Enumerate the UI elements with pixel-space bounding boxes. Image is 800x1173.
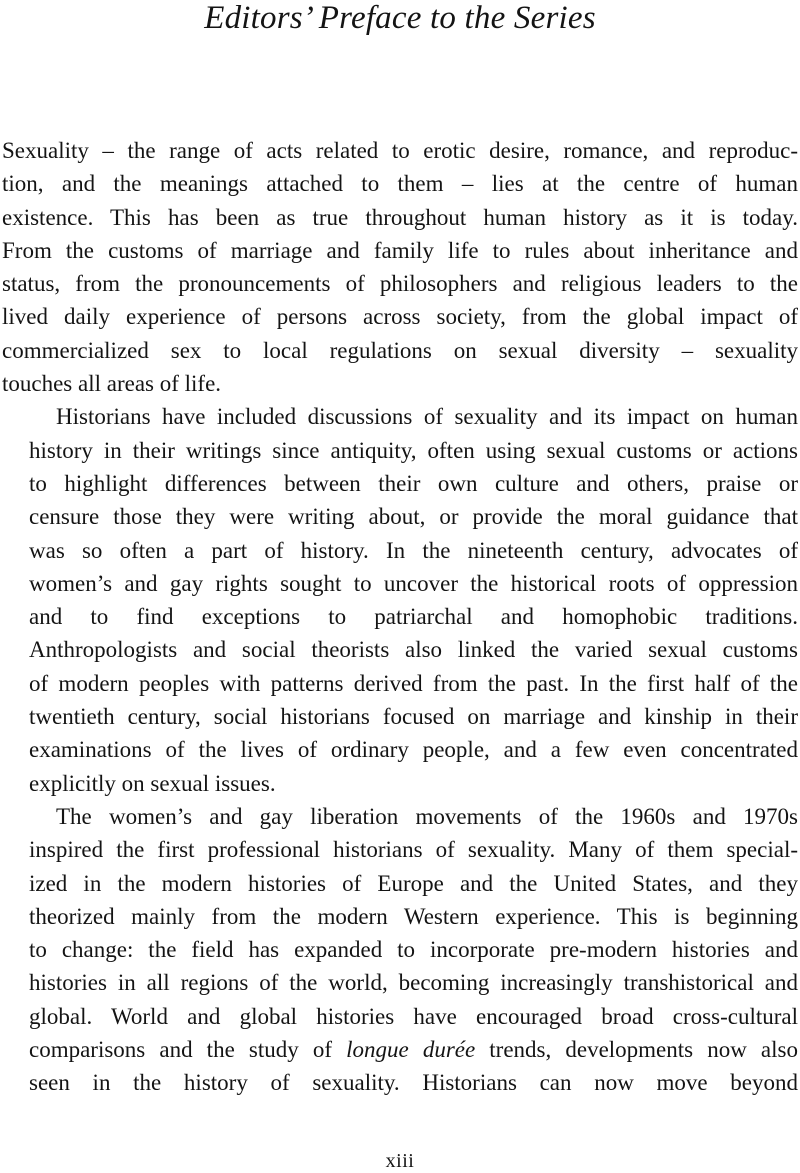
text-line: censure those they were writing about, or provide the moral guidance that bbox=[29, 504, 798, 530]
text-line: examinations of the lives of ordinary people, and a few even concentrated bbox=[29, 737, 798, 763]
text-line: was so often a part of history. In the nineteenth century, advocates of bbox=[29, 537, 798, 563]
text-line: theorized mainly from the modern Western experience. This is beginning bbox=[29, 903, 798, 929]
paragraph-1 bbox=[2, 134, 798, 400]
text-line: history in their writings since antiquity, often using sexual customs or actions bbox=[29, 437, 798, 463]
text-line: global. World and global histories have encouraged broad cross-cultural bbox=[29, 1003, 798, 1029]
text-line: ized in the modern histories of Europe and the United States, and they bbox=[29, 870, 798, 896]
page-number: xiii bbox=[385, 1150, 415, 1172]
text-line: From the customs of marriage and family life to rules about inheritance and bbox=[2, 237, 798, 263]
body-text bbox=[2, 134, 798, 1100]
paragraph-3 bbox=[2, 800, 798, 1100]
text-line: to highlight differences between their own culture and others, praise or bbox=[29, 470, 798, 496]
text-segment: comparisons and the study of bbox=[29, 1037, 347, 1063]
text-line: existence. This has been as true throughout human history as it is today. bbox=[2, 204, 798, 230]
text-line: Historians have included discussions of sexuality and its impact on human bbox=[56, 404, 798, 430]
text-line: tion, and the meanings attached to them – lies at the centre of human bbox=[2, 171, 798, 197]
text-segment: trends, developments now also bbox=[475, 1037, 798, 1063]
text-line: Anthropologists and social theorists also linked the varied sexual customs bbox=[29, 637, 798, 663]
chapter-title: Editors’ Preface to the Series bbox=[204, 0, 596, 36]
text-line: seen in the history of sexuality. Historians can now move beyond bbox=[29, 1070, 798, 1096]
text-line: touches all areas of life. bbox=[2, 371, 222, 397]
text-line: histories in all regions of the world, becoming increasingly transhistorical and bbox=[29, 970, 798, 996]
text-line: women’s and gay rights sought to uncover the historical roots of oppression bbox=[29, 570, 798, 596]
text-line-with-italic bbox=[2, 1033, 798, 1066]
paragraph-2 bbox=[2, 400, 798, 800]
text-line: commercialized sex to local regulations on sexual diversity – sexuality bbox=[2, 337, 798, 363]
text-line: to change: the field has expanded to incorporate pre-modern histories and bbox=[29, 937, 798, 963]
italic-term: longue durée bbox=[346, 1037, 476, 1063]
text-line: and to find exceptions to patriarchal and homophobic traditions. bbox=[29, 604, 798, 630]
text-line: twentieth century, social historians focused on marriage and kinship in their bbox=[29, 704, 798, 730]
text-line: explicitly on sexual issues. bbox=[29, 770, 276, 796]
text-line: lived daily experience of persons across society, from the global impact of bbox=[2, 304, 798, 330]
text-line: The women’s and gay liberation movements of the 1960s and 1970s bbox=[56, 803, 798, 829]
text-line: inspired the first professional historians of sexuality. Many of them special- bbox=[29, 837, 798, 863]
text-line: of modern peoples with patterns derived from the past. In the first half of the bbox=[29, 670, 798, 696]
text-line: Sexuality – the range of acts related to erotic desire, romance, and reproduc- bbox=[2, 138, 798, 163]
text-line: status, from the pronouncements of philosophers and religious leaders to the bbox=[2, 271, 798, 297]
